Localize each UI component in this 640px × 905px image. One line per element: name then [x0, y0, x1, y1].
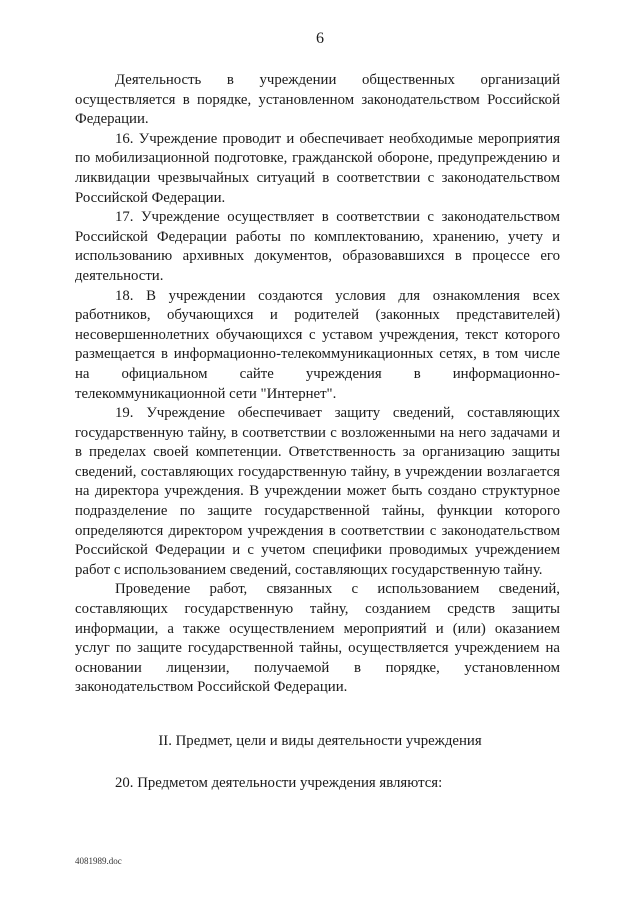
- section-heading: II. Предмет, цели и виды деятельности учреждения: [158, 733, 482, 749]
- paragraph-19-state-secret: 19. Учреждение обеспечивает защиту сведений, составляющих государственную тайну, в соответствии с возложенными на него задачами и в пределах своей компетенции. Ответственность за организацию защиты сведений, составляющих государственную тайну, в учреждении возлагается на директора учреждения. В учреждении может быть создано структурное подразделение по защите государственной тайны, функции которого определяются директором учреждения в соответствии с законодательством Российской Федерации и с учетом специфики проводимых учреждением работ с использованием сведений, составляющих государственную тайну.: [75, 405, 560, 578]
- paragraph-18-charter-access: 18. В учреждении создаются условия для ознакомления всех работников, обучающихся и родителей (законных представителей) несовершеннолетних обучающихся с уставом учреждения, текст которого размещается в информационно-телекоммуникационных сетях, в том числе на официальном сайте учреждения в информационно-телекоммуникационной сети "Интернет".: [75, 287, 560, 402]
- paragraph-20-subject: 20. Предметом деятельности учреждения являются:: [115, 775, 443, 791]
- page-number: 6: [316, 30, 324, 47]
- document-body: [75, 71, 560, 698]
- paragraph-public-organizations: Деятельность в учреждении общественных организаций осуществляется в порядке, установленном законодательством Российской Федерации.: [75, 72, 560, 128]
- document-code: 4081989.doc: [75, 856, 122, 866]
- paragraph-16-civil-defense: 16. Учреждение проводит и обеспечивает необходимые мероприятия по мобилизационной подготовке, гражданской обороне, предупреждению и ликвидации чрезвычайных ситуаций в соответствии с законодательством Российской Федерации.: [75, 130, 560, 206]
- paragraph-17-archives: 17. Учреждение осуществляет в соответствии с законодательством Российской Федерации работы по комплектованию, хранению, учету и использованию архивных документов, образовавшихся в процессе его деятельности.: [75, 209, 560, 284]
- paragraph-license: Проведение работ, связанных с использованием сведений, составляющих государственную тайну, созданием средств защиты информации, а также осуществлением мероприятий и (или) оказанием услуг по защите государственной тайны, осуществляется учреждением на основании лицензии, получаемой в порядке, установленном законодательством Российской Федерации.: [75, 581, 560, 696]
